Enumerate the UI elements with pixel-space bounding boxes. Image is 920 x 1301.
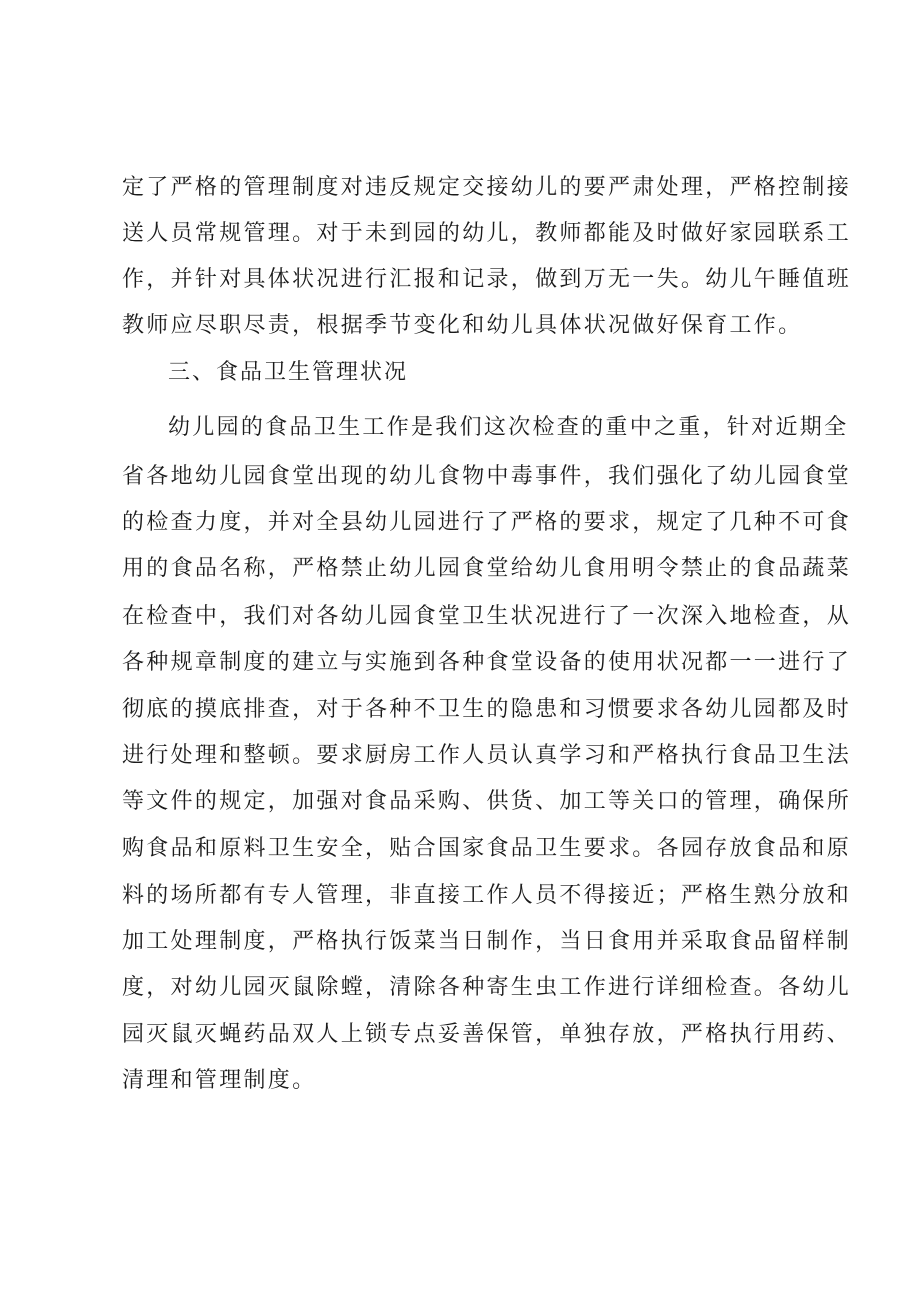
text-line: 购食品和原料卫生安全，贴合国家食品卫生要求。各园存放食品和原	[122, 836, 852, 861]
text-line: 清理和管理制度。	[122, 1068, 317, 1093]
text-line: 园灭鼠灭蝇药品双人上锁专点妥善保管，单独存放，严格执行用药、	[122, 1022, 852, 1047]
text-line: 各种规章制度的建立与实施到各种食堂设备的使用状况都一一进行了	[122, 650, 852, 675]
text-line: 料的场所都有专人管理，非直接工作人员不得接近；严格生熟分放和	[122, 883, 852, 908]
text-line: 的检查力度，并对全县幼儿园进行了严格的要求，规定了几种不可食	[122, 510, 852, 535]
text-line: 幼儿园的食品卫生工作是我们这次检查的重中之重，针对近期全	[168, 415, 849, 440]
text-line: 省各地幼儿园食堂出现的幼儿食物中毒事件，我们强化了幼儿园食堂	[122, 464, 852, 489]
text-line: 彻底的摸底排查，对于各种不卫生的隐患和习惯要求各幼儿园都及时	[122, 697, 852, 722]
text-line: 送人员常规管理。对于未到园的幼儿，教师都能及时做好家园联系工	[122, 221, 852, 246]
text-line: 度，对幼儿园灭鼠除螳，清除各种寄生虫工作进行详细检查。各幼儿	[122, 975, 852, 1000]
section-heading: 三、食品卫生管理状况	[168, 360, 409, 385]
text-line: 用的食品名称，严格禁止幼儿园食堂给幼儿食用明令禁止的食品蔬菜	[122, 556, 852, 581]
text-line: 等文件的规定，加强对食品采购、供货、加工等关口的管理，确保所	[122, 789, 852, 814]
text-line: 在检查中，我们对各幼儿园食堂卫生状况进行了一次深入地检查，从	[122, 604, 852, 629]
text-line: 定了严格的管理制度对违反规定交接幼儿的要严肃处理，严格控制接	[122, 175, 852, 200]
text-line: 进行处理和整顿。要求厨房工作人员认真学习和严格执行食品卫生法	[122, 743, 852, 768]
text-line: 教师应尽职尽责，根据季节变化和幼儿具体状况做好保育工作。	[122, 313, 803, 338]
text-line: 加工处理制度，严格执行饭菜当日制作，当日食用并采取食品留样制	[122, 929, 852, 954]
text-line: 作，并针对具体状况进行汇报和记录，做到万无一失。幼儿午睡值班	[122, 267, 852, 292]
